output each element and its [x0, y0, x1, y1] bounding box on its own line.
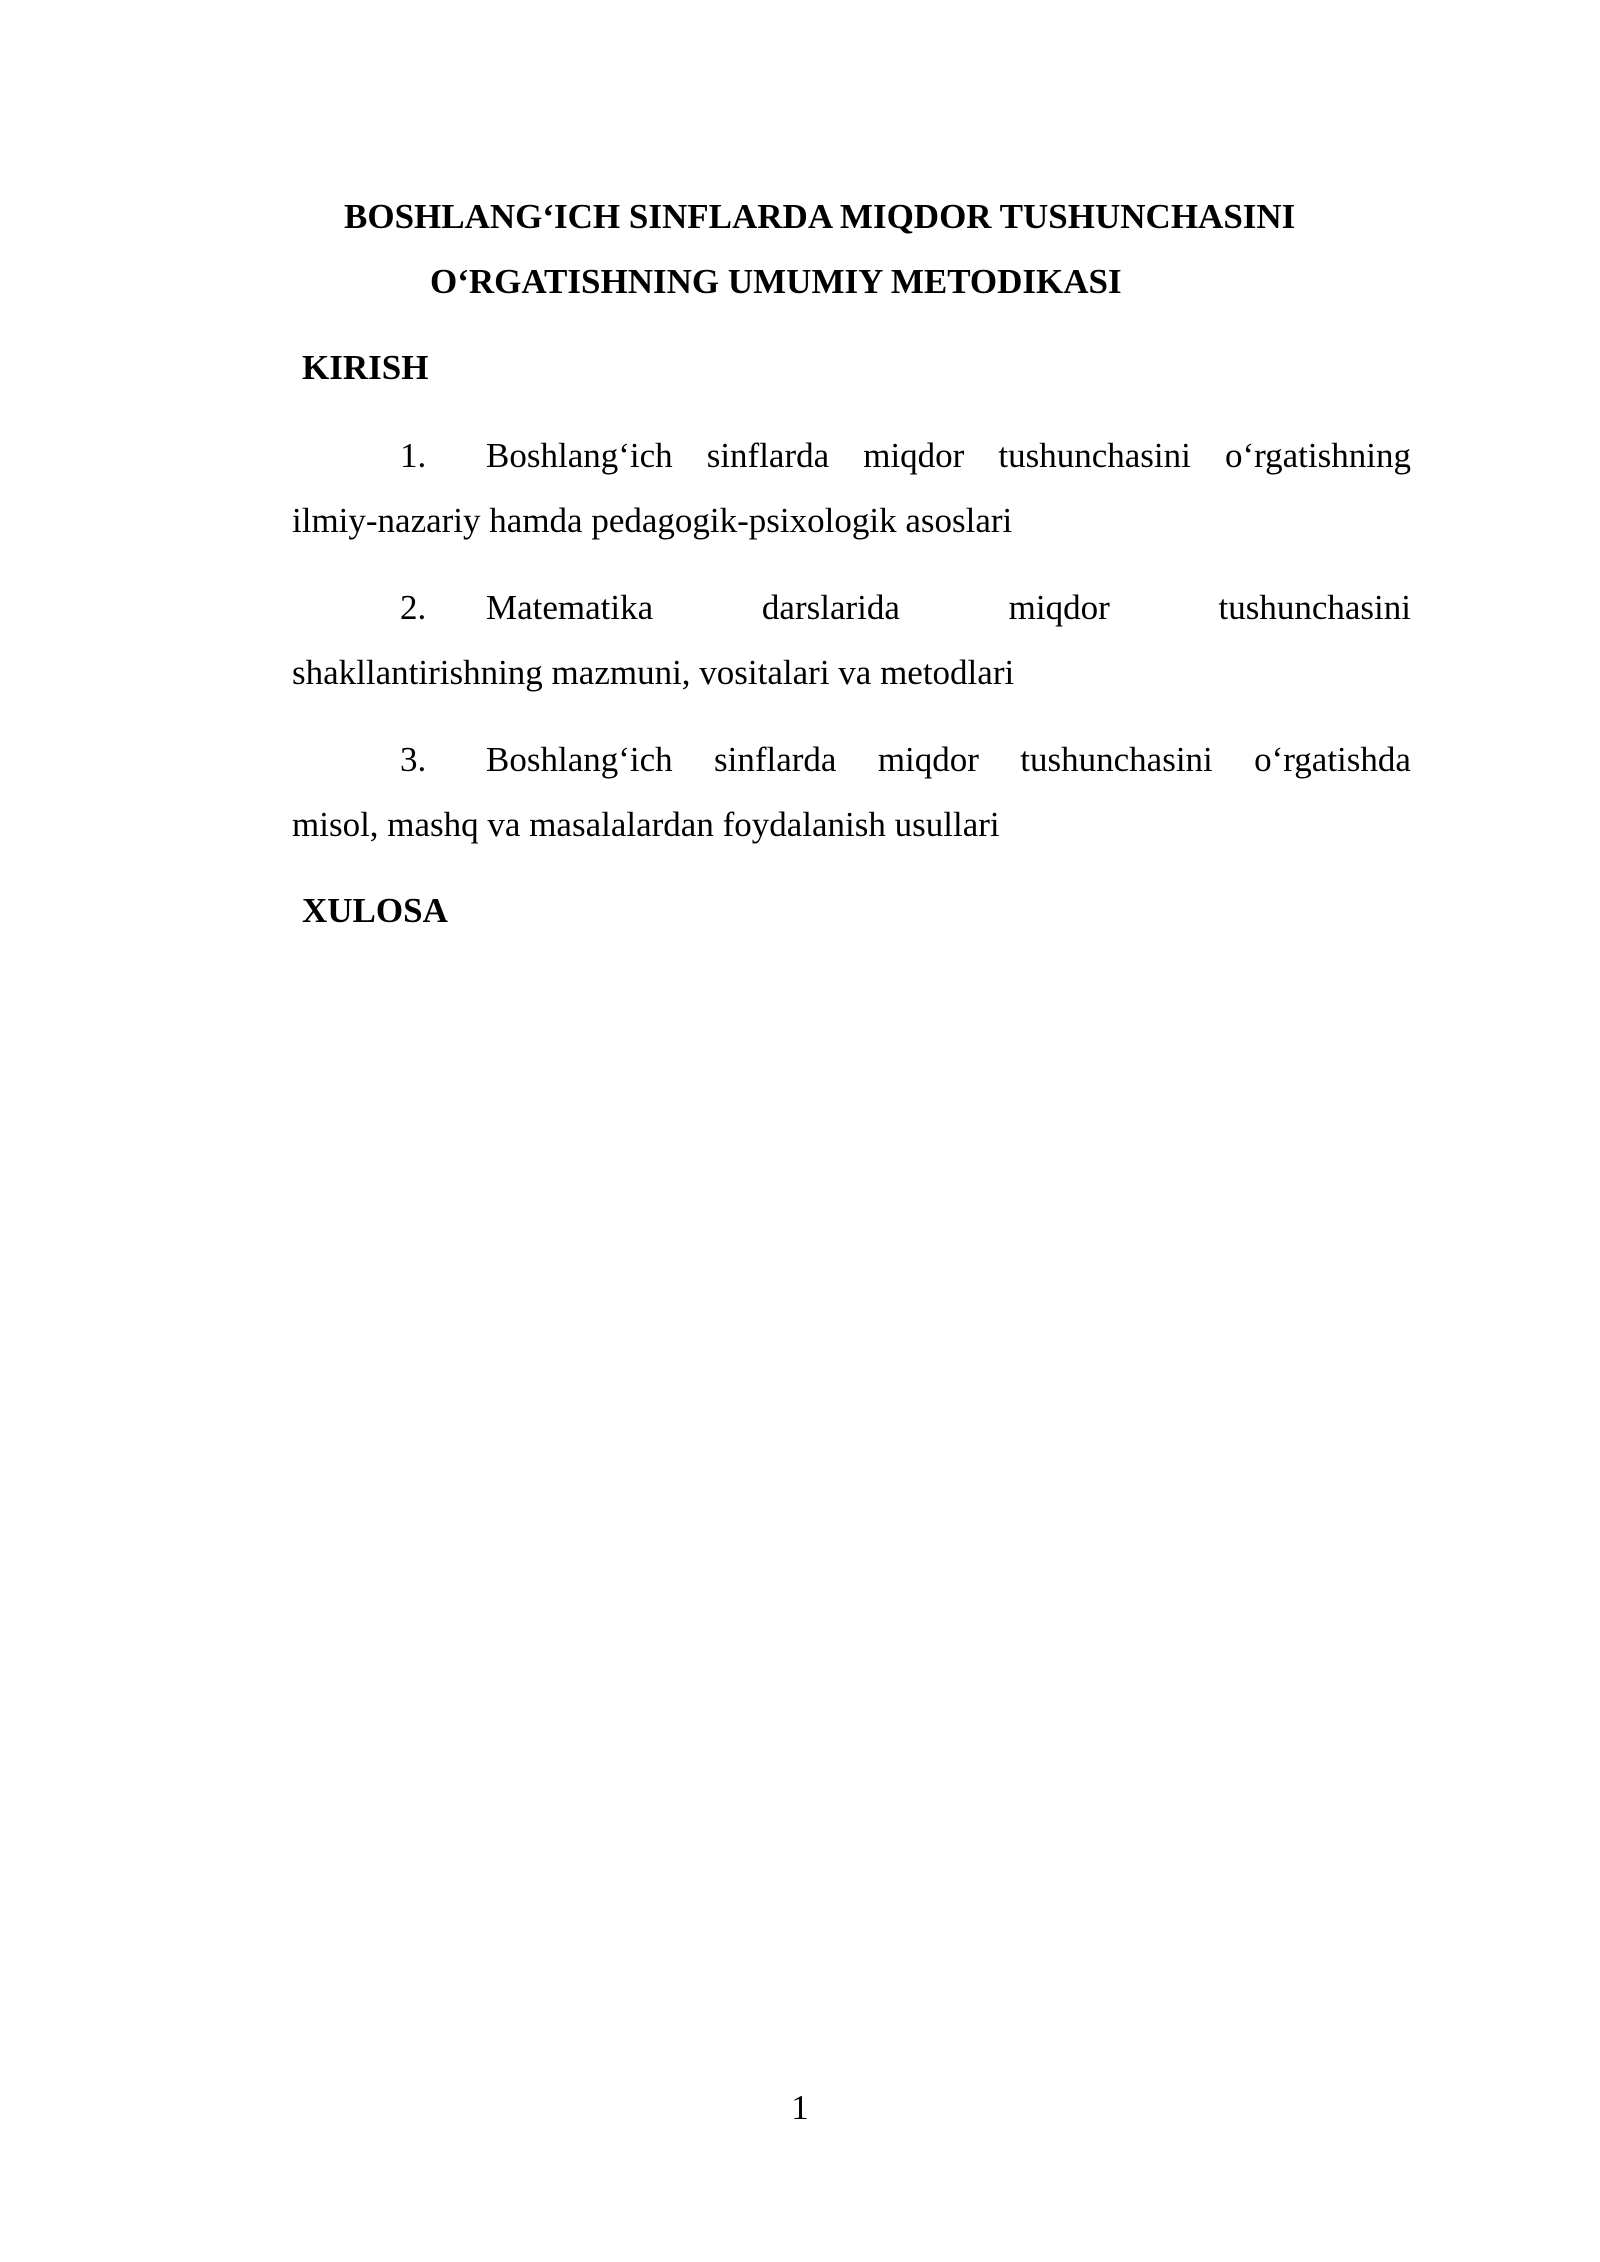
- toc-item-2: [292, 575, 1411, 705]
- toc-item-3-word-4: tushunchasini: [1020, 740, 1213, 779]
- toc-item-1-first-line: [292, 423, 1411, 488]
- toc-item-2-second-line: shakllantirishning mazmuni, vositalari va metodlari: [292, 653, 1015, 692]
- toc-item-3-number: 3.: [400, 740, 427, 779]
- toc-item-3-word-3: miqdor: [877, 740, 979, 779]
- toc-item-2-first-line: [292, 575, 1411, 640]
- toc-item-2-word-1: Matematika: [486, 588, 654, 627]
- intro-heading: KIRISH: [302, 348, 429, 387]
- toc-item-1: [292, 423, 1411, 553]
- conclusion-heading: XULOSA: [302, 891, 448, 930]
- document-title-line-1: BOSHLANG‘ICH SINFLARDA MIQDOR TUSHUNCHASINI: [344, 197, 1296, 236]
- toc-item-3-number-and-word: [400, 727, 673, 792]
- toc-item-3: [292, 727, 1411, 857]
- toc-item-1-number: 1.: [400, 436, 427, 475]
- toc-item-1-word-1: Boshlang‘ich: [486, 436, 673, 475]
- toc-item-1-word-5: o‘rgatishning: [1224, 436, 1411, 475]
- toc-item-2-word-2: darslarida: [761, 588, 900, 627]
- toc-item-3-first-line: [292, 727, 1411, 792]
- toc-item-1-second-line: ilmiy-nazariy hamda pedagogik-psixologik asoslari: [292, 501, 1013, 540]
- toc-item-3-word-5: o‘rgatishda: [1254, 740, 1411, 779]
- toc-item-2-word-4: tushunchasini: [1218, 588, 1411, 627]
- toc-item-3-word-2: sinflarda: [714, 740, 837, 779]
- toc-item-2-number: 2.: [400, 588, 427, 627]
- toc-item-1-word-3: miqdor: [863, 436, 965, 475]
- document-title-line-2: O‘RGATISHNING UMUMIY METODIKASI: [430, 262, 1122, 301]
- toc-item-1-word-4: tushunchasini: [998, 436, 1191, 475]
- toc-item-3-word-1: Boshlang‘ich: [486, 740, 673, 779]
- toc-item-2-word-3: miqdor: [1008, 588, 1110, 627]
- toc-item-1-word-2: sinflarda: [706, 436, 830, 475]
- page-number: 1: [791, 2088, 809, 2127]
- toc-item-3-second-line: misol, mashq va masalalardan foydalanish usullari: [292, 805, 1000, 844]
- toc-item-1-number-and-word: [400, 423, 673, 488]
- toc-item-2-number-and-word: [400, 575, 653, 640]
